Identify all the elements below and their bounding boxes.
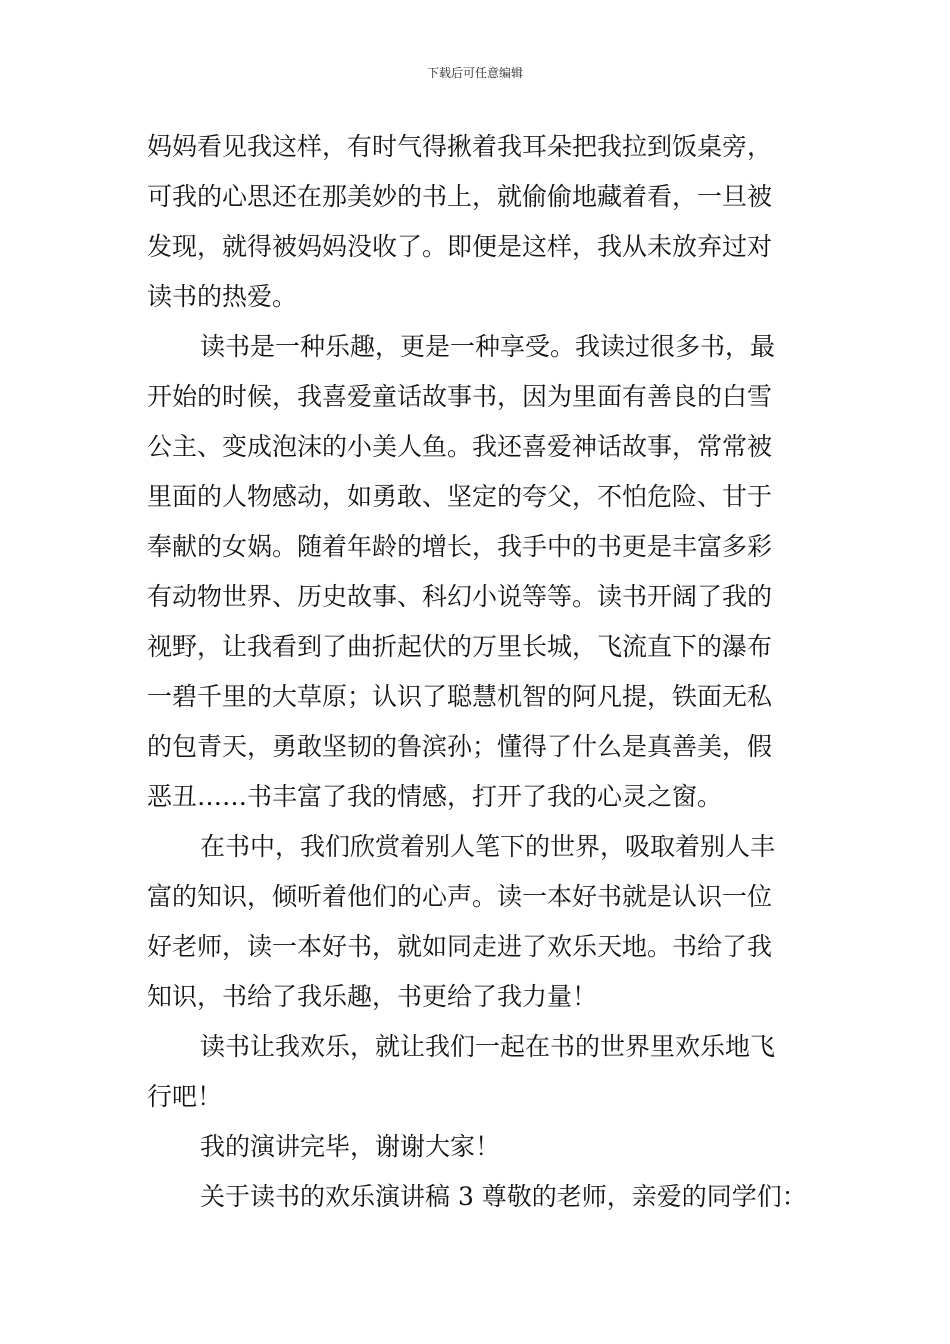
paragraph-start-line: 读书让我欢乐，就让我们一起在书的世界里欢乐地飞 (200, 1032, 776, 1061)
text-line: 奉献的女娲。随着年龄的增长，我手中的书更是丰富多彩 (147, 532, 773, 561)
text-line: 行吧！ (147, 1082, 223, 1111)
text-line: 可我的心思还在那美妙的书上，就偷偷地藏着看，一旦被 (147, 182, 773, 211)
text-line: 妈妈看见我这样，有时气得揪着我耳朵把我拉到饭桌旁， (147, 132, 773, 161)
text-line: 知识，书给了我乐趣，书更给了我力量！ (147, 982, 598, 1011)
text-line: 恶丑……书丰富了我的情感，打开了我的心灵之窗。 (147, 782, 723, 811)
paragraph-start-line: 关于读书的欢乐演讲稿 3 尊敬的老师，亲爱的同学们： (200, 1182, 807, 1211)
text-line: 好老师，读一本好书，就如同走进了欢乐天地。书给了我 (147, 932, 773, 961)
text-line: 的包青天，勇敢坚韧的鲁滨孙；懂得了什么是真善美，假 (147, 732, 773, 761)
text-line: 视野，让我看到了曲折起伏的万里长城，飞流直下的瀑布 (147, 632, 773, 661)
paragraph-start-line: 读书是一种乐趣，更是一种享受。我读过很多书，最 (200, 332, 776, 361)
text-line: 发现，就得被妈妈没收了。即便是这样，我从未放弃过对 (147, 232, 773, 261)
text-line: 里面的人物感动，如勇敢、坚定的夸父，不怕危险、甘于 (147, 482, 773, 511)
text-line: 一碧千里的大草原；认识了聪慧机智的阿凡提，铁面无私 (147, 682, 773, 711)
text-line: 有动物世界、历史故事、科幻小说等等。读书开阔了我的 (147, 582, 773, 611)
page-header: 下载后可任意编辑 (426, 66, 523, 80)
document-body (147, 122, 827, 1222)
text-line: 读书的热爱。 (147, 282, 298, 311)
paragraph-start-line: 我的演讲完毕，谢谢大家！ (200, 1132, 501, 1161)
text-line: 开始的时候，我喜爱童话故事书，因为里面有善良的白雪 (147, 382, 773, 411)
text-line: 富的知识，倾听着他们的心声。读一本好书就是认识一位 (147, 882, 773, 911)
text-line: 公主、变成泡沫的小美人鱼。我还喜爱神话故事，常常被 (147, 432, 773, 461)
paragraph-start-line: 在书中，我们欣赏着别人笔下的世界，吸取着别人丰 (200, 832, 776, 861)
